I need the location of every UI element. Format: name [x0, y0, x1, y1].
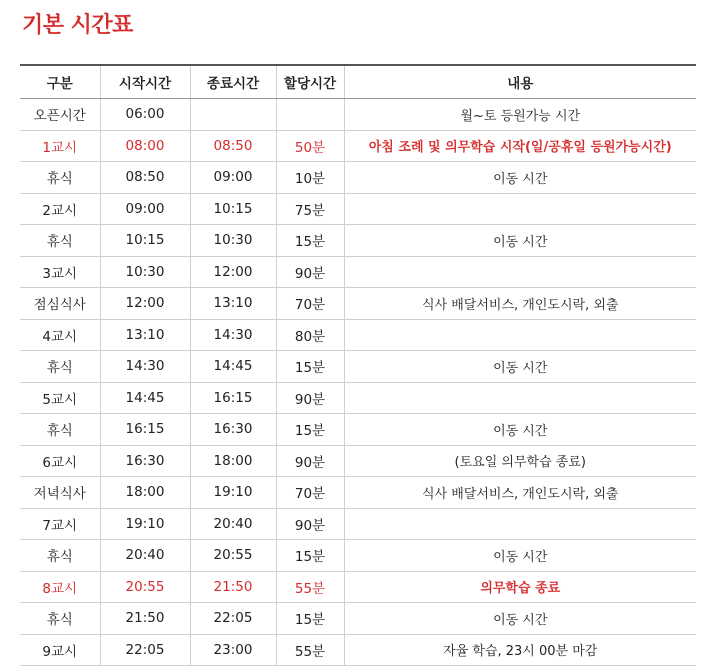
table-row — [20, 256, 696, 288]
row-start-time: 20:55 — [100, 571, 190, 603]
row-start-time: 10:30 — [100, 256, 190, 288]
table-body — [20, 99, 696, 666]
row-start-time: 21:50 — [100, 603, 190, 635]
table-row — [20, 634, 696, 666]
row-content: 아침 조례 및 의무학습 시작(일/공휴일 등원가능시간) — [344, 130, 696, 162]
row-end-time: 20:55 — [190, 540, 276, 572]
col-header-content: 내용 — [344, 65, 696, 99]
row-content: 이동 시간 — [344, 162, 696, 194]
row-end-time: 10:30 — [190, 225, 276, 257]
row-duration: 70분 — [276, 288, 344, 320]
row-duration: 15분 — [276, 540, 344, 572]
row-duration: 55분 — [276, 634, 344, 666]
row-category: 휴식 — [20, 162, 100, 194]
row-category: 3교시 — [20, 256, 100, 288]
row-start-time: 22:05 — [100, 634, 190, 666]
row-end-time: 20:40 — [190, 508, 276, 540]
row-content: 식사 배달서비스, 개인도시락, 외출 — [344, 477, 696, 509]
table-row — [20, 477, 696, 509]
table-row — [20, 445, 696, 477]
col-header-end: 종료시간 — [190, 65, 276, 99]
table-row — [20, 319, 696, 351]
row-duration: 15분 — [276, 225, 344, 257]
col-header-start: 시작시간 — [100, 65, 190, 99]
table-row — [20, 225, 696, 257]
row-start-time: 14:45 — [100, 382, 190, 414]
row-end-time: 12:00 — [190, 256, 276, 288]
row-content — [344, 256, 696, 288]
row-start-time: 09:00 — [100, 193, 190, 225]
row-category: 1교시 — [20, 130, 100, 162]
row-start-time: 20:40 — [100, 540, 190, 572]
row-category: 저녁식사 — [20, 477, 100, 509]
row-start-time: 16:15 — [100, 414, 190, 446]
row-content: 월~토 등원가능 시간 — [344, 99, 696, 131]
row-end-time: 10:15 — [190, 193, 276, 225]
row-duration: 70분 — [276, 477, 344, 509]
row-category: 휴식 — [20, 351, 100, 383]
table-row — [20, 571, 696, 603]
row-end-time: 16:15 — [190, 382, 276, 414]
row-start-time: 13:10 — [100, 319, 190, 351]
row-content: 이동 시간 — [344, 414, 696, 446]
row-content — [344, 382, 696, 414]
row-duration: 90분 — [276, 382, 344, 414]
row-duration: 15분 — [276, 603, 344, 635]
col-header-category: 구분 — [20, 65, 100, 99]
table-row — [20, 382, 696, 414]
row-category: 오픈시간 — [20, 99, 100, 131]
row-end-time: 14:45 — [190, 351, 276, 383]
row-duration: 90분 — [276, 445, 344, 477]
row-end-time: 23:00 — [190, 634, 276, 666]
row-start-time: 19:10 — [100, 508, 190, 540]
row-content — [344, 193, 696, 225]
row-duration: 15분 — [276, 414, 344, 446]
row-content: 이동 시간 — [344, 351, 696, 383]
table-row — [20, 351, 696, 383]
row-content: 이동 시간 — [344, 603, 696, 635]
table-header-row — [20, 65, 696, 99]
row-category: 휴식 — [20, 225, 100, 257]
row-content: 의무학습 종료 — [344, 571, 696, 603]
row-start-time: 06:00 — [100, 99, 190, 131]
table-row — [20, 130, 696, 162]
row-category: 8교시 — [20, 571, 100, 603]
row-content: 이동 시간 — [344, 225, 696, 257]
row-end-time: 18:00 — [190, 445, 276, 477]
row-content — [344, 508, 696, 540]
row-duration: 80분 — [276, 319, 344, 351]
table-row — [20, 603, 696, 635]
row-start-time: 10:15 — [100, 225, 190, 257]
row-duration: 55분 — [276, 571, 344, 603]
row-end-time — [190, 99, 276, 131]
row-duration: 90분 — [276, 508, 344, 540]
row-category: 5교시 — [20, 382, 100, 414]
row-category: 휴식 — [20, 414, 100, 446]
row-category: 7교시 — [20, 508, 100, 540]
row-end-time: 22:05 — [190, 603, 276, 635]
row-content: 자율 학습, 23시 00분 마감 — [344, 634, 696, 666]
row-end-time: 13:10 — [190, 288, 276, 320]
row-duration: 50분 — [276, 130, 344, 162]
row-category: 4교시 — [20, 319, 100, 351]
row-category: 2교시 — [20, 193, 100, 225]
row-category: 휴식 — [20, 603, 100, 635]
row-end-time: 19:10 — [190, 477, 276, 509]
table-row — [20, 540, 696, 572]
row-category: 점심식사 — [20, 288, 100, 320]
row-category: 6교시 — [20, 445, 100, 477]
row-start-time: 08:50 — [100, 162, 190, 194]
row-start-time: 18:00 — [100, 477, 190, 509]
table-row — [20, 162, 696, 194]
col-header-duration: 할당시간 — [276, 65, 344, 99]
row-end-time: 08:50 — [190, 130, 276, 162]
row-duration — [276, 99, 344, 131]
row-end-time: 09:00 — [190, 162, 276, 194]
row-content: 이동 시간 — [344, 540, 696, 572]
row-duration: 75분 — [276, 193, 344, 225]
row-duration: 90분 — [276, 256, 344, 288]
row-category: 휴식 — [20, 540, 100, 572]
row-category: 9교시 — [20, 634, 100, 666]
row-start-time: 14:30 — [100, 351, 190, 383]
row-start-time: 12:00 — [100, 288, 190, 320]
row-start-time: 08:00 — [100, 130, 190, 162]
table-row — [20, 193, 696, 225]
row-content — [344, 319, 696, 351]
timetable — [20, 64, 696, 666]
table-row — [20, 414, 696, 446]
row-content: 식사 배달서비스, 개인도시락, 외출 — [344, 288, 696, 320]
row-end-time: 16:30 — [190, 414, 276, 446]
row-end-time: 14:30 — [190, 319, 276, 351]
row-content: (토요일 의무학습 종료) — [344, 445, 696, 477]
row-duration: 15분 — [276, 351, 344, 383]
page-title: 기본 시간표 — [22, 13, 133, 38]
row-end-time: 21:50 — [190, 571, 276, 603]
table-row — [20, 99, 696, 131]
row-duration: 10분 — [276, 162, 344, 194]
table-row — [20, 288, 696, 320]
table-row — [20, 508, 696, 540]
row-start-time: 16:30 — [100, 445, 190, 477]
